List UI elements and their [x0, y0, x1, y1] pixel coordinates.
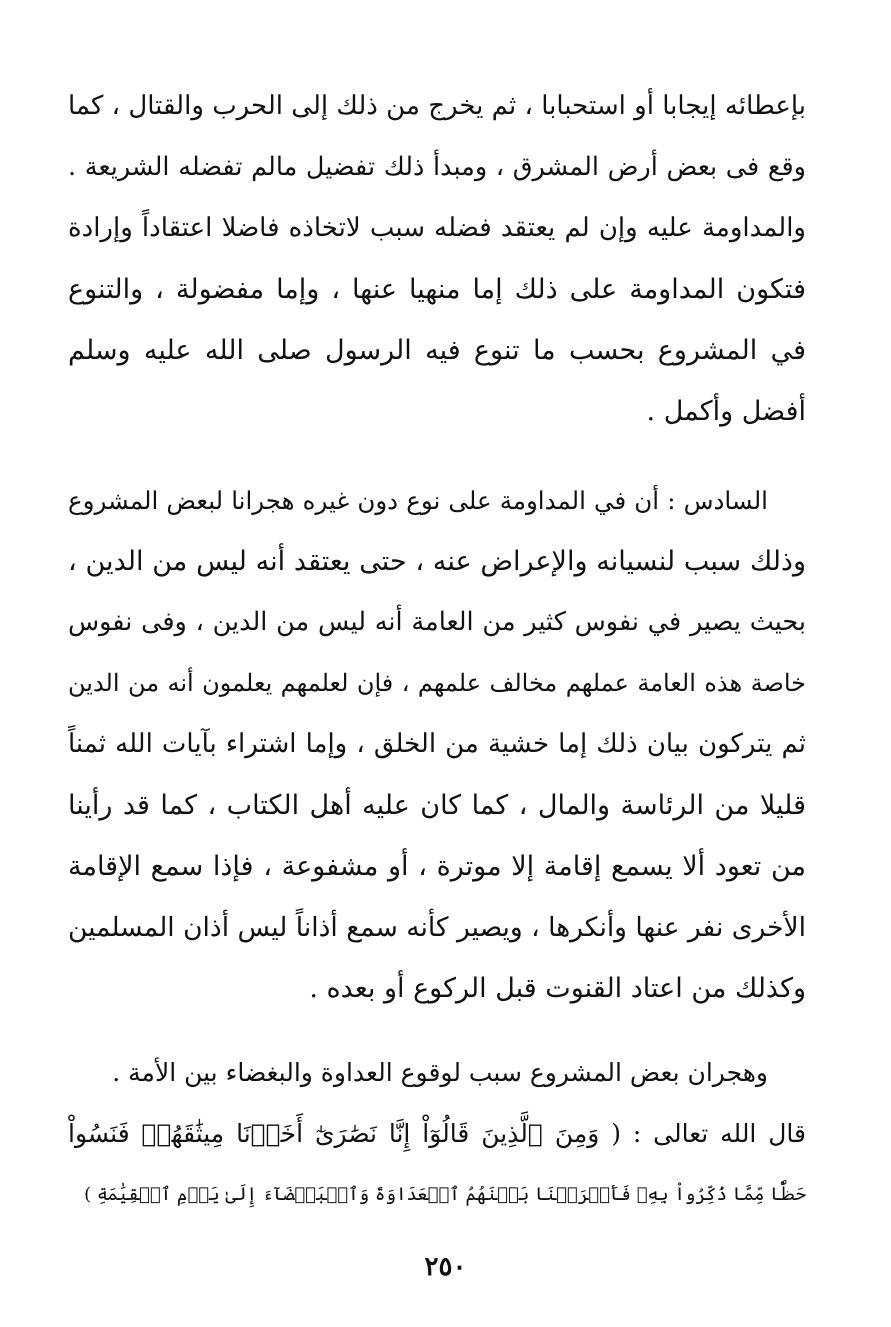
- text-line: قليلا من الرئاسة والمال ، كما كان عليه أهل الكتاب ، كما قد رأينا: [68, 790, 806, 821]
- quran-verse-line: حَظّٗا مِّمَّا ذُكِّرُواْ بِهِۦ فَأَغۡرَيۡنَا بَيۡنَهُمُ ٱلۡعَدَاوَةَ وَٱلۡبَغۡضَآءَ إِلَىٰ يَوۡمِ ٱلۡقِيَٰمَةِ ): [84, 1184, 806, 1205]
- text-line: أفضل وأكمل .: [646, 396, 806, 427]
- text-line: فتكون المداومة على ذلك إما منهيا عنها ، وإما مفضولة ، والتنوع: [68, 274, 806, 305]
- paragraph-sixth-point: [68, 470, 806, 1019]
- text-line: بحيث يصير في نفوس كثير من العامة أنه ليس من الدين ، وفى نفوس: [68, 607, 806, 637]
- text-line: من تعود ألا يسمع إقامة إلا موترة ، أو مشفوعة ، فإذا سمع الإقامة: [68, 851, 806, 882]
- paragraph-quran-citation: [68, 1042, 806, 1225]
- text-line: في المشروع بحسب ما تنوع فيه الرسول صلى الله عليه وسلم: [68, 335, 806, 366]
- text-line: وقع فى بعض أرض المشرق ، ومبدأ ذلك تفضيل مالم تفضله الشريعة .: [68, 152, 806, 182]
- text-line: خاصة هذه العامة عملهم مخالف علمهم ، فإن لعلمهم يعلمون أنه من الدين: [68, 669, 806, 697]
- text-line: ثم يتركون بيان ذلك إما خشية من الخلق ، وإما اشتراء بآيات الله ثمناً: [68, 729, 806, 759]
- quran-verse-line: قال الله تعالى : ( وَمِنَ ٱلَّذِينَ قَالُوٓاْ إِنَّا نَصَٰرَىٰٓ أَخَذۡنَا مِيثَٰقَهُمۡ فَنَسُواْ: [68, 1119, 806, 1148]
- text-line: السادس : أن في المداومة على نوع دون غيره هجرانا لبعض المشروع: [68, 486, 768, 515]
- paragraph-continuation: [68, 76, 806, 442]
- page-number: ٢٥٠: [424, 1252, 467, 1282]
- text-line: الأخرى نفر عنها وأنكرها ، ويصير كأنه سمع أذاناً ليس أذان المسلمين: [68, 912, 806, 943]
- text-line: بإعطائه إيجابا أو استحبابا ، ثم يخرج من ذلك إلى الحرب والقتال ، كما: [68, 91, 806, 121]
- text-line: وذلك سبب لنسيانه والإعراض عنه ، حتى يعتقد أنه ليس من الدين ،: [68, 546, 806, 577]
- text-line: والمداومة عليه وإن لم يعتقد فضله سبب لاتخاذه فاضلا اعتقاداً وإرادة: [68, 213, 806, 243]
- text-line: وهجران بعض المشروع سبب لوقوع العداوة والبغضاء بين الأمة .: [112, 1058, 768, 1087]
- text-line: وكذلك من اعتاد القنوت قبل الركوع أو بعده .: [309, 973, 806, 1004]
